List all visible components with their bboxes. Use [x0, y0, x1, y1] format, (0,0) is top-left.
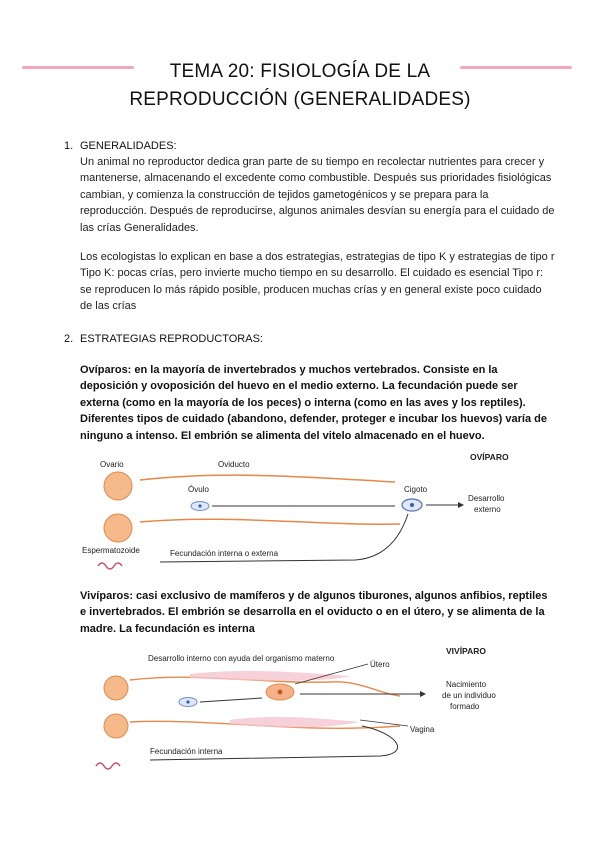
oviduct-top: [140, 475, 395, 482]
espermatozoide-label: Espermatozoide: [82, 546, 140, 555]
ovulo-label: Óvulo: [188, 485, 209, 494]
vagina-pointer: [360, 720, 408, 726]
utero-label: Útero: [370, 660, 390, 669]
ovary-bottom: [104, 714, 128, 738]
cigoto-label: Cigoto: [404, 485, 428, 494]
section-number: 1.: [64, 140, 74, 152]
desarrollo-label-1: Desarrollo: [468, 494, 505, 503]
cigoto-nucleus: [410, 503, 414, 507]
paragraph-oviparos: Ovíparos: en la mayoría de invertebrados y muchos vertebrados. Consiste en la deposición y ovoposición del huevo en el medio externo. La fecundación puede ser externa (como en la mayoría de los peces) o interna (como en las aves y los reptiles). Diferentes tipos de cuidado (abandono, defender, proteger e incubar los huevos) varía de ninguno a intenso. El embrión se alimenta del vitelo almacenado en el huevo.: [80, 364, 547, 442]
section-heading-estrategias: [64, 333, 263, 345]
ovulo-nucleus: [186, 700, 189, 703]
sperm-icon: [96, 763, 120, 769]
page-title-line2: REPRODUCCIÓN (GENERALIDADES): [129, 89, 471, 110]
egg-path-line: [200, 698, 262, 702]
ovary-bottom: [104, 514, 132, 542]
oviduct-bottom: [140, 519, 400, 524]
section-number: 2.: [64, 333, 74, 345]
nacimiento-label-3: formado: [450, 702, 480, 711]
desarrollo-label-2: externo: [474, 505, 501, 514]
section-heading-text: GENERALIDADES:: [80, 140, 177, 152]
nacimiento-arrowhead: [420, 691, 426, 697]
desarrollo-interno-label: Desarrollo interno con ayuda del organismo materno: [148, 654, 335, 663]
paragraph-generalidades-1: Un animal no reproductor dedica gran parte de su tiempo en recolectar nutrientes para crecer y mantenerse, almacenando el excedente como combustible. Después sus prioridades fisiológicas cambian, y comienza la construcción de tejidos gametogénicos y se prepara para la reproducción. Después de reproducirse, algunos animales desvían su energía para el cuidado de las crías Generalidades.: [80, 156, 555, 234]
paragraph-generalidades-2: Los ecologistas lo explican en base a dos estrategias, estrategias de tipo K y estrategias de tipo r Tipo K: pocas crías, pero invierte mucho tiempo en su desarrollo. El cuidado es esencial Tipo r: se reproducen lo más rápido posible, producen muchas crías y en general existe poco cuidado de las crías: [80, 251, 555, 313]
embryo-dot: [278, 690, 283, 695]
viviparo-diagram: [0, 642, 600, 782]
fecundacion-label-oviparo: Fecundación interna o externa: [170, 549, 279, 558]
ovary-top: [104, 472, 132, 500]
ovulo-nucleus: [198, 504, 201, 507]
nacimiento-label-1: Nacimiento: [446, 680, 487, 689]
uterus-bottom: [230, 717, 360, 728]
oviducto-label: Oviducto: [218, 460, 250, 469]
page-title-line1: TEMA 20: FISIOLOGÍA DE LA: [169, 61, 431, 82]
desarrollo-arrowhead: [458, 502, 464, 508]
section-heading-generalidades: [64, 140, 177, 152]
oviparo-diagram: [0, 448, 600, 578]
section-heading-text: ESTRATEGIAS REPRODUCTORAS:: [80, 333, 263, 345]
vagina-label: Vagina: [410, 725, 435, 734]
viviparo-title: VIVÍPARO: [446, 646, 486, 656]
paragraph-viviparos: Vivíparos: casi exclusivo de mamíferos y de algunos tiburones, algunos anfibios, reptiles e invertebrados. El embrión se desarrolla en el oviducto o en el útero, y se alimenta de la madre. La fecundación es interna: [80, 590, 548, 635]
oviparo-title: OVÍPARO: [470, 452, 509, 462]
ovary-top: [104, 676, 128, 700]
fecundacion-label-viviparo: Fecundación interna: [150, 747, 223, 756]
ovario-label: Ovario: [100, 460, 124, 469]
sperm-icon: [98, 563, 122, 569]
nacimiento-label-2: de un individuo: [442, 691, 496, 700]
